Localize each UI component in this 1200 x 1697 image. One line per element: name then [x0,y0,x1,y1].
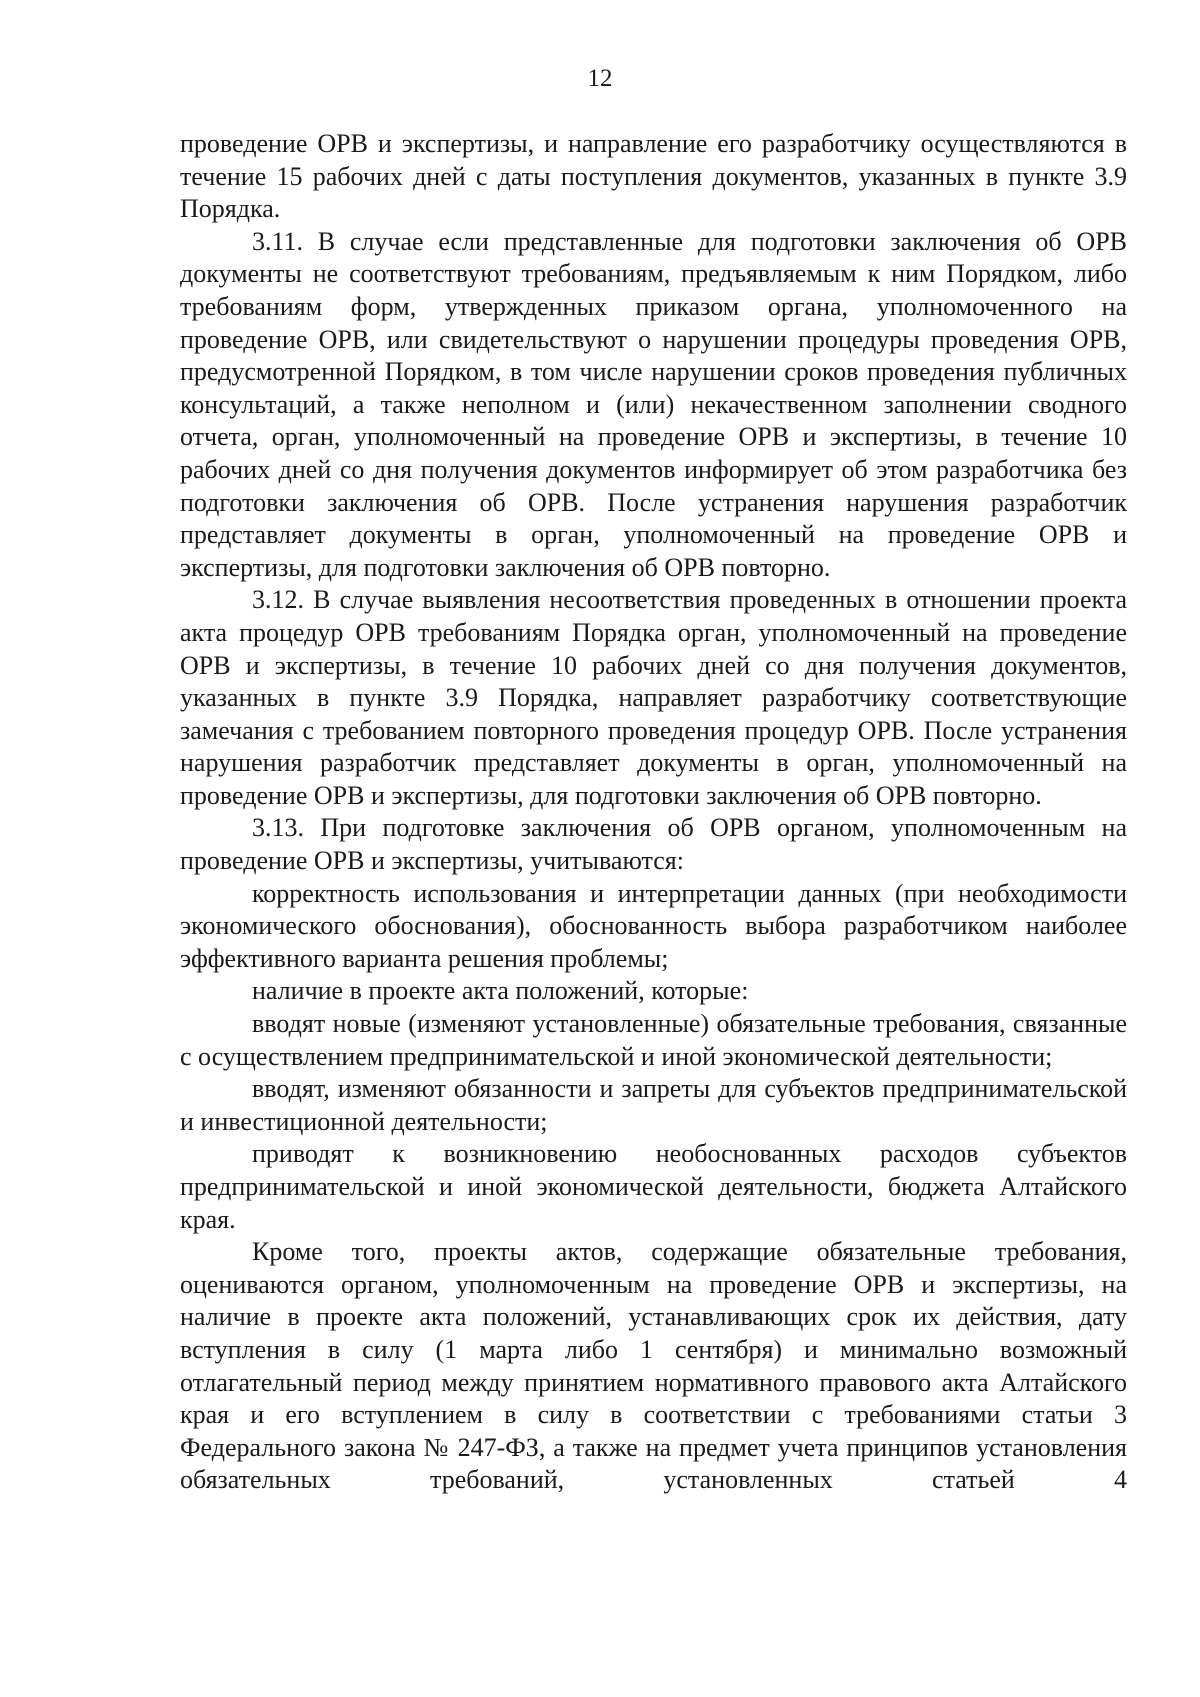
paragraph-3-13: 3.13. При подготовке заключения об ОРВ органом, уполномоченным на проведение ОРВ и экспертизы, учитываются: [180,813,1127,876]
list-item-new-requirements: вводят новые (изменяют установленные) обязательные требования, связанные с осуществлением предпринимательской и иной экономической деятельности; [180,1009,1127,1071]
paragraph-3-11: 3.11. В случае если представленные для подготовки заключения об ОРВ документы не соответствуют требованиям, предъявляемым к ним Порядком, либо требованиям форм, утвержденных приказом органа, уполномоченного на проведение ОРВ, или свидетельствуют о нарушении процедуры проведения ОРВ, предусмотренной Порядком, в том числе нарушении сроков проведения публичных консультаций, а также неполном и (или) некачественном заполнении сводного отчета, орган, уполномоченный на проведение ОРВ и экспертизы, в течение 10 рабочих дней со дня получения документов информирует об этом разработчика без подготовки заключения об ОРВ. После устранения нарушения разработчик представляет документы в орган, уполномоченный на проведение ОРВ и экспертизы, для подготовки заключения об ОРВ повторно. [180,226,1127,582]
page-number: 12 [587,65,613,92]
list-item-unjustified-costs: приводят к возникновению необоснованных расходов субъектов предпринимательской и иной экономической деятельности, бюджета Алтайского края. [180,1139,1127,1234]
document-body [180,128,1127,1497]
paragraph-3-12: 3.12. В случае выявления несоответствия проведенных в отношении проекта акта процедур ОРВ требованиям Порядка орган, уполномоченный на проведение ОРВ и экспертизы, в течение 10 рабочих дней со дня получения документов, указанных в пункте 3.9 Порядка, направляет разработчику соответствующие замечания с требованием повторного проведения процедур ОРВ. После устранения нарушения разработчик представляет документы в орган, уполномоченный на проведение ОРВ и экспертизы, для подготовки заключения об ОРВ повторно. [180,585,1127,810]
paragraph-continuation: проведение ОРВ и экспертизы, и направление его разработчику осуществляются в течение 15 рабочих дней с даты поступления документов, указанных в пункте 3.9 Порядка. [180,129,1127,224]
list-item-duties-bans: вводят, изменяют обязанности и запреты для субъектов предпринимательской и инвестиционной деятельности; [180,1074,1127,1136]
list-item-correctness: корректность использования и интерпретации данных (при необходимости экономического обоснования), обоснованность выбора разработчиком наиболее эффективного варианта решения проблемы; [180,878,1127,973]
paragraph-additionally: Кроме того, проекты актов, содержащие обязательные требования, оцениваются органом, уполномоченным на проведение ОРВ и экспертизы, на наличие в проекте акта положений, устанавливающих срок их действия, дату вступления в силу (1 марта либо 1 сентября) и минимально возможный отлагательный период между принятием нормативного правового акта Алтайского края и его вступлением в силу в соответствии с требованиями статьи 3 Федерального закона № 247-ФЗ, а также на предмет учета принципов установления обязательных требований, установленных статьей 4 [180,1237,1127,1495]
list-item-provisions: наличие в проекте акта положений, которые: [252,976,749,1006]
